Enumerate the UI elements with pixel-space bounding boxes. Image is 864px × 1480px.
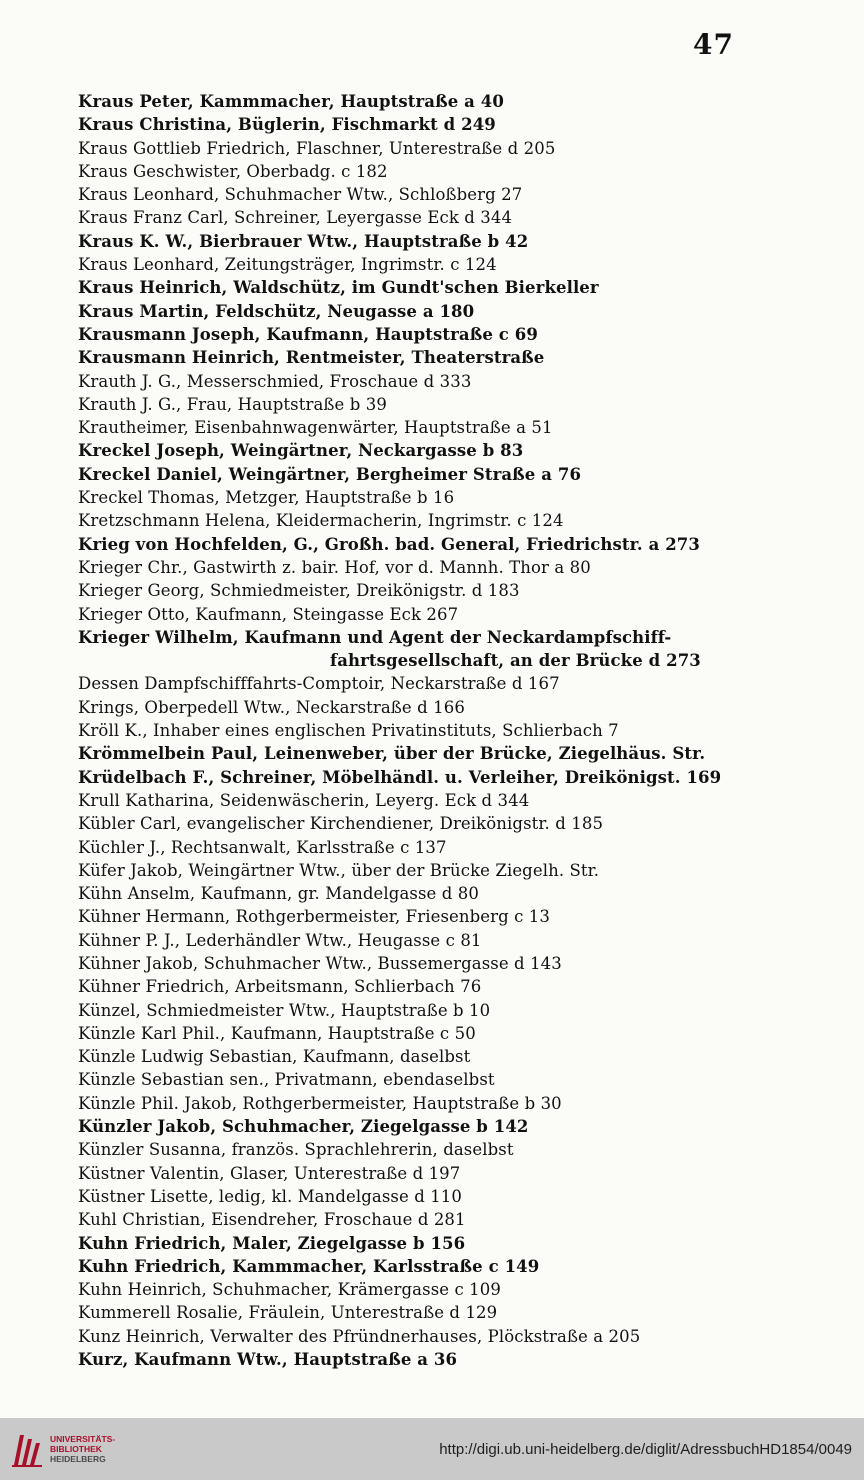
directory-entry: Krieger Otto, Kaufmann, Steingasse Eck 267 xyxy=(78,604,459,624)
directory-entry: Kurz, Kaufmann Wtw., Hauptstraße a 36 xyxy=(78,1350,458,1370)
directory-entry: Künzle Karl Phil., Kaufmann, Hauptstraße c 50 xyxy=(78,1023,476,1043)
directory-entry: Krausmann Heinrich, Rentmeister, Theaterstraße xyxy=(78,348,545,368)
directory-entry: Krieger Chr., Gastwirth z. bair. Hof, vor d. Mannh. Thor a 80 xyxy=(78,557,591,577)
directory-entry: Kühner Friedrich, Arbeitsmann, Schlierbach 76 xyxy=(78,977,482,997)
directory-entry: Kretzschmann Helena, Kleidermacherin, Ingrimstr. c 124 xyxy=(78,511,564,531)
directory-entry: Kreckel Daniel, Weingärtner, Bergheimer Straße a 76 xyxy=(78,464,582,484)
library-logo-icon xyxy=(10,1429,44,1469)
logo-line-1: UNIVERSITÄTS- xyxy=(50,1434,116,1444)
directory-entry: Dessen Dampfschifffahrts-Comptoir, Neckarstraße d 167 xyxy=(78,674,560,694)
directory-entry: Krieger Georg, Schmiedmeister, Dreikönigstr. d 183 xyxy=(78,581,520,601)
directory-entry: Kübler Carl, evangelischer Kirchendiener, Dreikönigstr. d 185 xyxy=(78,814,604,834)
directory-entry: Kühner Jakob, Schuhmacher Wtw., Bussemergasse d 143 xyxy=(78,953,562,973)
directory-entry: Krauth J. G., Messerschmied, Froschaue d 333 xyxy=(78,371,472,391)
directory-entry: Künzler Susanna, französ. Sprachlehrerin, daselbst xyxy=(78,1140,514,1160)
directory-entry: Kuhl Christian, Eisendreher, Froschaue d 281 xyxy=(78,1210,466,1230)
directory-entry: Küchler J., Rechtsanwalt, Karlsstraße c 137 xyxy=(78,837,447,857)
logo-line-2: BIBLIOTHEK xyxy=(50,1444,102,1454)
directory-entry: Kraus Leonhard, Zeitungsträger, Ingrimstr. c 124 xyxy=(78,255,497,275)
library-logo[interactable] xyxy=(10,1429,115,1469)
directory-entry: Krautheimer, Eisenbahnwagenwärter, Hauptstraße a 51 xyxy=(78,418,553,438)
directory-entry: Kröll K., Inhaber eines englischen Privatinstituts, Schlierbach 7 xyxy=(78,721,619,741)
directory-entry: Küfer Jakob, Weingärtner Wtw., über der Brücke Ziegelh. Str. xyxy=(78,860,600,880)
directory-entry: Kühner P. J., Lederhändler Wtw., Heugasse c 81 xyxy=(78,930,482,950)
directory-entries xyxy=(78,90,748,1371)
directory-entry: Krömmelbein Paul, Leinenweber, über der Brücke, Ziegelhäus. Str. xyxy=(78,744,706,764)
directory-entry: Kraus Leonhard, Schuhmacher Wtw., Schloßberg 27 xyxy=(78,185,523,205)
directory-entry: Kuhn Friedrich, Maler, Ziegelgasse b 156 xyxy=(78,1233,466,1253)
directory-entry: Kraus Christina, Büglerin, Fischmarkt d 249 xyxy=(78,115,496,135)
directory-entry: Kuhn Heinrich, Schuhmacher, Krämergasse c 109 xyxy=(78,1280,501,1300)
directory-entry: Kraus Franz Carl, Schreiner, Leyergasse Eck d 344 xyxy=(78,208,513,228)
directory-entry: Küstner Valentin, Glaser, Unterestraße d 197 xyxy=(78,1163,461,1183)
directory-entry: Kreckel Joseph, Weingärtner, Neckargasse b 83 xyxy=(78,441,524,461)
directory-entry: Kraus Peter, Kammmacher, Hauptstraße a 40 xyxy=(78,92,504,111)
directory-entry: Künzel, Schmiedmeister Wtw., Hauptstraße b 10 xyxy=(78,1000,491,1020)
directory-entry: Künzler Jakob, Schuhmacher, Ziegelgasse b 142 xyxy=(78,1117,529,1137)
directory-entry: Krüdelbach F., Schreiner, Möbelhändl. u. Verleiher, Dreikönigst. 169 xyxy=(78,767,722,787)
directory-entry: Krull Katharina, Seidenwäscherin, Leyerg. Eck d 344 xyxy=(78,790,530,810)
directory-entry: Künzle Ludwig Sebastian, Kaufmann, daselbst xyxy=(78,1047,471,1067)
directory-entry: Kreckel Thomas, Metzger, Hauptstraße b 16 xyxy=(78,488,455,508)
directory-entry: Künzle Sebastian sen., Privatmann, ebendaselbst xyxy=(78,1070,495,1090)
library-logo-text xyxy=(50,1434,115,1464)
page-number: 47 xyxy=(693,28,734,61)
directory-entry: Kuhn Friedrich, Kammmacher, Karlsstraße c 149 xyxy=(78,1256,540,1276)
directory-entry: Krieger Wilhelm, Kaufmann und Agent der Neckardampfschiff- xyxy=(78,627,672,647)
directory-entry: Kühn Anselm, Kaufmann, gr. Mandelgasse d 80 xyxy=(78,884,479,904)
source-url[interactable]: http://digi.ub.uni-heidelberg.de/diglit/AdressbuchHD1854/0049 xyxy=(439,1440,852,1458)
directory-entry: Kraus Heinrich, Waldschütz, im Gundt'schen Bierkeller xyxy=(78,278,599,298)
directory-entry: Kraus Martin, Feldschütz, Neugasse a 180 xyxy=(78,301,475,321)
directory-entry: Krieg von Hochfelden, G., Großh. bad. General, Friedrichstr. a 273 xyxy=(78,534,700,554)
directory-entry: Krausmann Joseph, Kaufmann, Hauptstraße c 69 xyxy=(78,324,538,344)
directory-entry: Kraus K. W., Bierbrauer Wtw., Hauptstraße b 42 xyxy=(78,231,529,251)
directory-entry: Kraus Geschwister, Oberbadg. c 182 xyxy=(78,161,388,181)
directory-entry: Krauth J. G., Frau, Hauptstraße b 39 xyxy=(78,394,387,414)
directory-entry: Künzle Phil. Jakob, Rothgerbermeister, Hauptstraße b 30 xyxy=(78,1093,562,1113)
directory-entry: Kummerell Rosalie, Fräulein, Unterestraße d 129 xyxy=(78,1303,498,1323)
directory-entry: Küstner Lisette, ledig, kl. Mandelgasse d 110 xyxy=(78,1186,462,1206)
footer-bar xyxy=(0,1418,864,1480)
entry-continuation: fahrtsgesellschaft, an der Brücke d 273 xyxy=(330,651,701,671)
directory-entry: Krings, Oberpedell Wtw., Neckarstraße d 166 xyxy=(78,697,465,717)
directory-entry: Kraus Gottlieb Friedrich, Flaschner, Unterestraße d 205 xyxy=(78,138,556,158)
directory-entry: Kühner Hermann, Rothgerbermeister, Friesenberg c 13 xyxy=(78,907,551,927)
directory-entry: Kunz Heinrich, Verwalter des Pfründnerhauses, Plöckstraße a 205 xyxy=(78,1326,641,1346)
logo-line-3: HEIDELBERG xyxy=(50,1454,106,1464)
